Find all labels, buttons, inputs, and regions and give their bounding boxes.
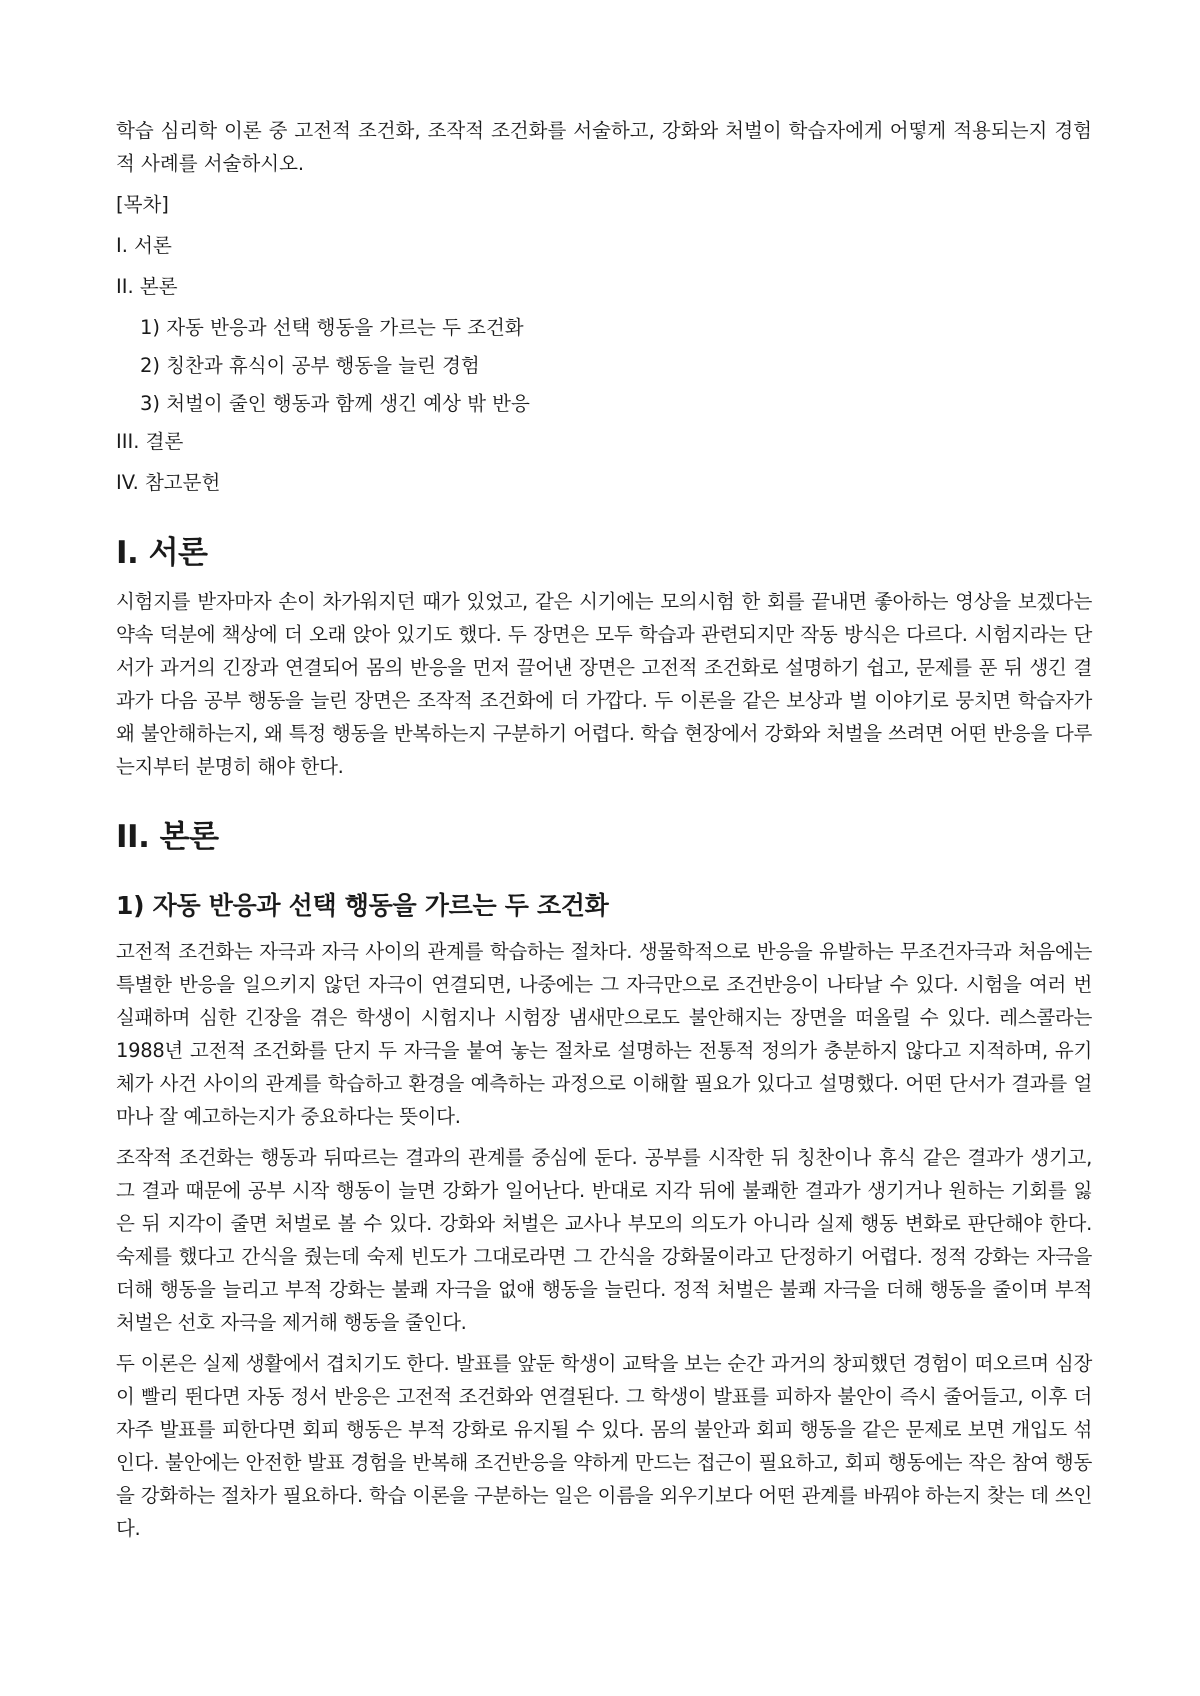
section-heading-intro: I. 서론 <box>116 535 208 571</box>
section-heading-body: II. 본론 <box>116 819 219 855</box>
toc-item-conclusion: III. 결론 <box>116 430 184 453</box>
table-of-contents <box>116 188 1092 499</box>
document-page <box>116 114 1092 1553</box>
intro-paragraph: 시험지를 받자마자 손이 차가워지던 때가 있었고, 같은 시기에는 모의시험 한 회를 끝내면 좋아하는 영상을 보겠다는 약속 덕분에 책상에 더 오래 앉아 있기도 했다. 두 장면은 모두 학습과 관련되지만 작동 방식은 다르다. 시험지라는 단서가 과거의 긴장과 연결되어 몸의 반응을 먼저 끌어낸 장면은 고전적 조건화로 설명하기 쉽고, 문제를 푼 뒤 생긴 결과가 다음 공부 행동을 늘린 장면은 조작적 조건화에 더 가깝다. 두 이론을 같은 보상과 벌 이야기로 뭉치면 학습자가 왜 불안해하는지, 왜 특정 행동을 반복하는지 구분하기 어렵다. 학습 현장에서 강화와 처벌을 쓰려면 어떤 반응을 다루는지부터 분명히 해야 한다. <box>116 590 1092 778</box>
toc-item-body: II. 본론 <box>116 275 178 298</box>
toc-item-references: IV. 참고문헌 <box>116 471 221 494</box>
body-paragraph: 조작적 조건화는 행동과 뒤따르는 결과의 관계를 중심에 둔다. 공부를 시작한 뒤 칭찬이나 휴식 같은 결과가 생기고, 그 결과 때문에 공부 시작 행동이 늘면 강화가 일어난다. 반대로 지각 뒤에 불쾌한 결과가 생기거나 원하는 기회를 잃은 뒤 지각이 줄면 처벌로 볼 수 있다. 강화와 처벌은 교사나 부모의 의도가 아니라 실제 행동 변화로 판단해야 한다. 숙제를 했다고 간식을 줬는데 숙제 빈도가 그대로라면 그 간식을 강화물이라고 단정하기 어렵다. 정적 강화는 자극을 더해 행동을 늘리고 부적 강화는 불쾌 자극을 없애 행동을 늘린다. 정적 처벌은 불쾌 자극을 더해 행동을 줄이며 부적 처벌은 선호 자극을 제거해 행동을 줄인다. <box>116 1146 1092 1334</box>
toc-item-intro: I. 서론 <box>116 234 172 257</box>
toc-title: [목차] <box>116 193 169 216</box>
body-paragraph: 고전적 조건화는 자극과 자극 사이의 관계를 학습하는 절차다. 생물학적으로 반응을 유발하는 무조건자극과 처음에는 특별한 반응을 일으키지 않던 자극이 연결되면, 나중에는 그 자극만으로 조건반응이 나타날 수 있다. 시험을 여러 번 실패하며 심한 긴장을 겪은 학생이 시험지나 시험장 냄새만으로도 불안해지는 장면을 떠올릴 수 있다. 레스콜라는 1988년 고전적 조건화를 단지 두 자극을 붙여 놓는 절차로 설명하는 전통적 정의가 충분하지 않다고 지적하며, 유기체가 사건 사이의 관계를 학습하고 환경을 예측하는 과정으로 이해할 필요가 있다고 설명했다. 어떤 단서가 결과를 얼마나 잘 예고하는지가 중요하다는 뜻이다. <box>116 940 1092 1128</box>
toc-item-body-3: 3) 처벌이 줄인 행동과 함께 생긴 예상 밖 반응 <box>140 392 530 415</box>
toc-item-body-1: 1) 자동 반응과 선택 행동을 가르는 두 조건화 <box>140 316 524 339</box>
toc-item-body-2: 2) 칭찬과 휴식이 공부 행동을 늘린 경험 <box>140 354 480 377</box>
subsection-heading-1: 1) 자동 반응과 선택 행동을 가르는 두 조건화 <box>116 891 609 920</box>
body-paragraph: 두 이론은 실제 생활에서 겹치기도 한다. 발표를 앞둔 학생이 교탁을 보는 순간 과거의 창피했던 경험이 떠오르며 심장이 빨리 뛴다면 자동 정서 반응은 고전적 조건화와 연결된다. 그 학생이 발표를 피하자 불안이 즉시 줄어들고, 이후 더 자주 발표를 피한다면 회피 행동은 부적 강화로 유지될 수 있다. 몸의 불안과 회피 행동을 같은 문제로 보면 개입도 섞인다. 불안에는 안전한 발표 경험을 반복해 조건반응을 약하게 만드는 접근이 필요하고, 회피 행동에는 작은 참여 행동을 강화하는 절차가 필요하다. 학습 이론을 구분하는 일은 이름을 외우기보다 어떤 관계를 바꿔야 하는지 찾는 데 쓰인다. <box>116 1352 1092 1540</box>
assignment-prompt: 학습 심리학 이론 중 고전적 조건화, 조작적 조건화를 서술하고, 강화와 처벌이 학습자에게 어떻게 적용되는지 경험적 사례를 서술하시오. <box>116 119 1092 175</box>
